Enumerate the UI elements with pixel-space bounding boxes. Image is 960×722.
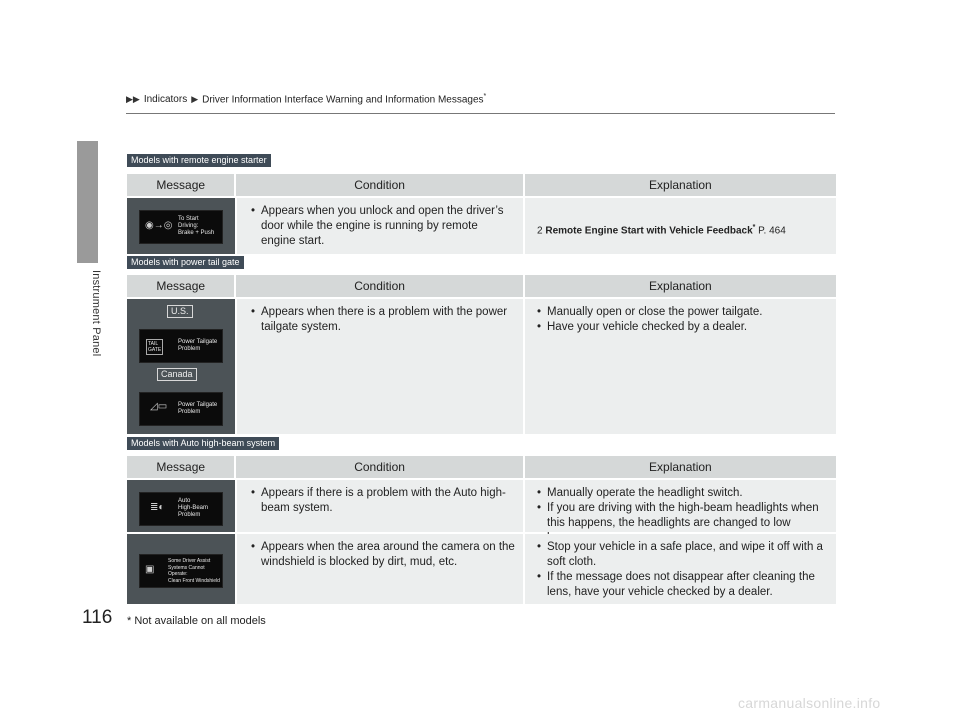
table-row [127, 299, 836, 434]
explanation-text: Manually operate the headlight switch. [547, 487, 743, 499]
message-display-image [127, 480, 235, 532]
table-row [127, 480, 836, 532]
condition-cell: • Appears when you unlock and open the driver’s door while the engine is running by remote engine start. [235, 198, 523, 254]
display-text: Power Tailgate Problem [178, 339, 218, 352]
display-text: Some Driver Assist Systems Cannot Operate: Clean Front Windshield [168, 558, 220, 584]
header-condition: Condition [236, 456, 524, 478]
section-badge-auto-high-beam: Models with Auto high-beam system [127, 437, 279, 450]
explanation-text: Stop your vehicle in a safe place, and wipe it off with a soft cloth. [547, 541, 823, 568]
auto-high-beam-icon: ≣◐ [150, 502, 165, 513]
display-screen [139, 554, 223, 588]
explanation-cell: • Manually open or close the power tailgate. • Have your vehicle checked by a dealer. [523, 299, 836, 434]
condition-text: Appears if there is a problem with the Auto high-beam system. [261, 487, 506, 514]
breadcrumb-arrow-icon: ▶ [191, 93, 199, 104]
footnote: * Not available on all models [127, 615, 266, 627]
header-rule [126, 113, 835, 114]
key-brake-icon: ◉→◎ [145, 220, 173, 231]
condition-cell: • Appears when there is a problem with the power tailgate system. [235, 299, 523, 434]
header-message: Message [127, 174, 236, 196]
message-display-image [127, 534, 235, 604]
tailgate-icon: TAIL GATE [148, 341, 162, 353]
page-number: 116 [82, 607, 113, 628]
explanation-cell: • Manually operate the headlight switch. • If you are driving with the high-beam headlights when this happens, the headlights are changed to low [523, 480, 836, 532]
table-header [127, 456, 836, 478]
breadcrumb-item-indicators[interactable]: Indicators [143, 93, 188, 105]
section-badge-power-tailgate: Models with power tail gate [127, 256, 244, 269]
condition-text: Appears when there is a problem with the power tailgate system. [261, 306, 508, 333]
explanation-text: Manually open or close the power tailgate. [547, 306, 763, 318]
header-explanation: Explanation [649, 460, 712, 474]
header-message: Message [127, 275, 236, 297]
table-row [127, 198, 836, 254]
display-screen [139, 392, 223, 426]
camera-warning-icon: ▣ [145, 564, 155, 575]
explanation-text: If the message does not disappear after cleaning the lens, have your vehicle checked by a dealer. [547, 571, 815, 598]
display-text: Auto High-Beam Problem [178, 498, 209, 518]
sidebar-tab [77, 141, 98, 263]
condition-cell: • Appears when the area around the camera on the windshield is blocked by dirt, mud, etc. [235, 534, 523, 604]
table-row [127, 534, 836, 604]
explanation-text: Have your vehicle checked by a dealer. [547, 321, 748, 333]
header-explanation: Explanation [649, 279, 712, 293]
explanation-text: If you are driving with the high-beam headlights when this happens, the headlights are changed to low [547, 502, 819, 529]
display-screen [139, 210, 223, 244]
breadcrumb-arrow-icon: ▶▶ [126, 93, 140, 104]
region-label-canada: Canada [157, 368, 197, 381]
display-screen [139, 492, 223, 526]
message-display-image [127, 198, 235, 254]
open-tailgate-icon: ◿▭ [150, 401, 168, 412]
cross-reference-link[interactable]: 2 Remote Engine Start with Vehicle Feedback* P. 464 [537, 224, 786, 237]
table-header [127, 275, 836, 297]
xref-icon: 2 [537, 225, 543, 237]
explanation-cell: • Stop your vehicle in a safe place, and wipe it off with a soft cloth. • If the message does not disappear after cleaning the lens, have your vehicle checked by a dealer. [523, 534, 836, 604]
header-message: Message [127, 456, 236, 478]
section-badge-remote-start: Models with remote engine starter [127, 154, 271, 167]
condition-cell: • Appears if there is a problem with the Auto high-beam system. [235, 480, 523, 532]
sidebar-section-label: Instrument Panel [90, 270, 102, 357]
watermark: carmanualsonline.info [738, 695, 881, 711]
display-text: Power Tailgate Problem [178, 402, 218, 415]
table-header [127, 174, 836, 196]
breadcrumb-item-messages[interactable]: Driver Information Interface Warning and Information Messages* [202, 93, 487, 106]
header-condition: Condition [236, 275, 524, 297]
header-condition: Condition [236, 174, 524, 196]
condition-text: Appears when you unlock and open the driver’s door while the engine is running by remote engine start. [261, 205, 504, 247]
display-screen [139, 329, 223, 363]
display-text: To Start Driving: Brake + Push [178, 216, 215, 236]
message-display-image [127, 299, 235, 434]
condition-text: Appears when the area around the camera on the windshield is blocked by dirt, mud, etc. [261, 541, 515, 568]
region-label-us: U.S. [167, 305, 193, 318]
breadcrumb [126, 93, 486, 105]
explanation-cell [523, 198, 836, 254]
header-explanation: Explanation [649, 178, 712, 192]
